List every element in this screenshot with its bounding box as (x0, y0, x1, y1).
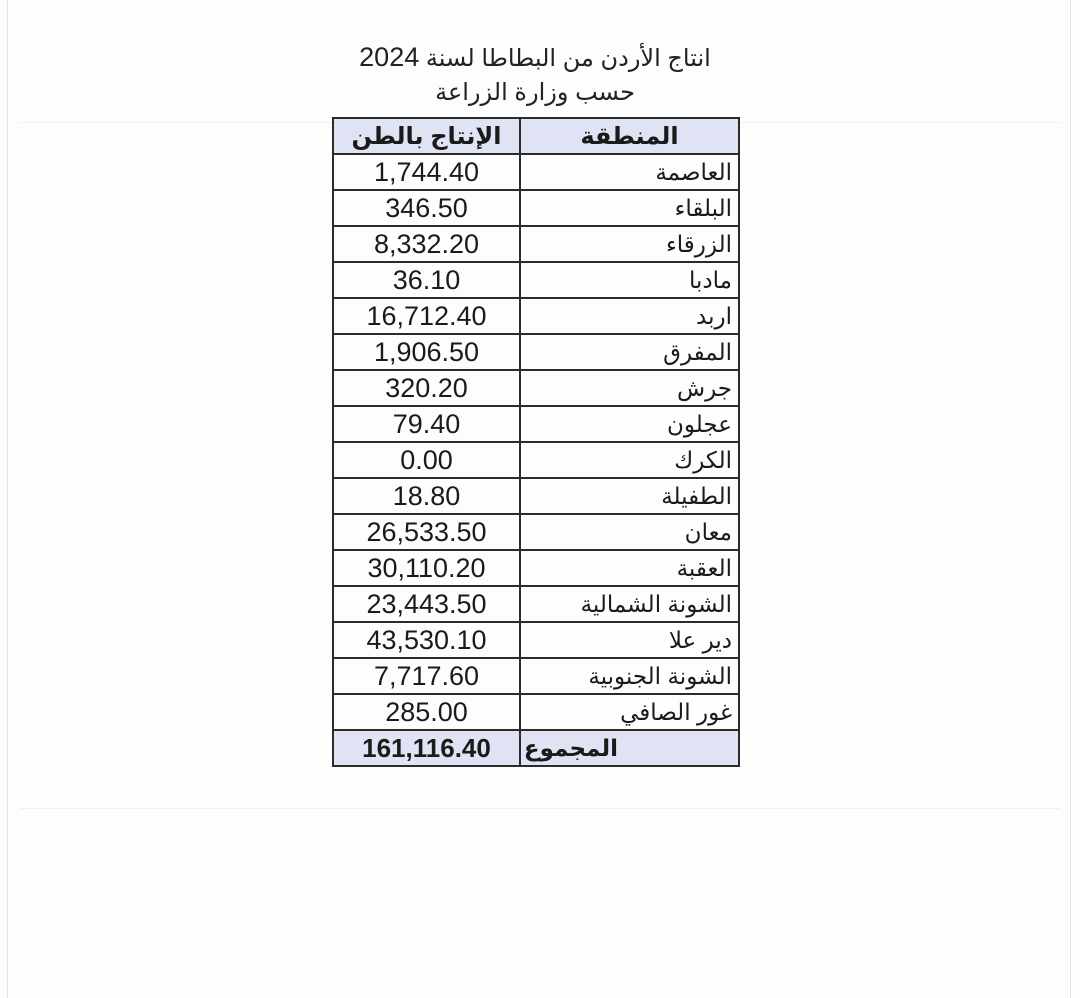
table-row (333, 586, 739, 622)
table-row (333, 262, 739, 298)
production-cell: 346.50 (333, 190, 520, 226)
region-cell: معان (520, 514, 739, 550)
table-row (333, 406, 739, 442)
table-row (333, 622, 739, 658)
region-cell: الشونة الشمالية (520, 586, 739, 622)
production-cell: 43,530.10 (333, 622, 520, 658)
region-cell: الزرقاء (520, 226, 739, 262)
production-cell: 26,533.50 (333, 514, 520, 550)
title-line-2: حسب وزارة الزراعة (435, 79, 635, 106)
region-cell: العاصمة (520, 154, 739, 190)
total-row (333, 730, 739, 766)
production-cell: 8,332.20 (333, 226, 520, 262)
table-row (333, 298, 739, 334)
production-cell: 18.80 (333, 478, 520, 514)
region-cell: جرش (520, 370, 739, 406)
region-cell: دير علا (520, 622, 739, 658)
region-cell: المفرق (520, 334, 739, 370)
region-cell: الطفيلة (520, 478, 739, 514)
production-cell: 36.10 (333, 262, 520, 298)
region-cell: عجلون (520, 406, 739, 442)
production-cell: 0.00 (333, 442, 520, 478)
header-region: المنطقة (520, 118, 739, 154)
production-table (332, 117, 740, 767)
title-line-1 (300, 40, 770, 76)
total-label: المجموع (520, 730, 739, 766)
region-cell: العقبة (520, 550, 739, 586)
production-cell: 7,717.60 (333, 658, 520, 694)
production-cell: 23,443.50 (333, 586, 520, 622)
region-cell: مادبا (520, 262, 739, 298)
production-cell: 79.40 (333, 406, 520, 442)
table-row (333, 442, 739, 478)
page-edge-right (1070, 0, 1071, 998)
table-row (333, 226, 739, 262)
region-cell: اربد (520, 298, 739, 334)
title-prefix: انتاج الأردن من البطاطا لسنة (425, 45, 711, 72)
production-cell: 16,712.40 (333, 298, 520, 334)
table-row (333, 334, 739, 370)
table-row (333, 370, 739, 406)
table-header-row (333, 118, 739, 154)
production-cell: 285.00 (333, 694, 520, 730)
header-production: الإنتاج بالطن (333, 118, 520, 154)
table-row (333, 478, 739, 514)
total-production: 161,116.40 (333, 730, 520, 766)
faint-guide-line (20, 808, 1060, 809)
region-cell: البلقاء (520, 190, 739, 226)
title-year: 2024 (359, 42, 420, 72)
production-cell: 30,110.20 (333, 550, 520, 586)
table-row (333, 190, 739, 226)
document-title (300, 40, 770, 110)
production-cell: 1,744.40 (333, 154, 520, 190)
table-row (333, 514, 739, 550)
region-cell: الكرك (520, 442, 739, 478)
production-cell: 320.20 (333, 370, 520, 406)
table-row (333, 154, 739, 190)
region-cell: الشونة الجنوبية (520, 658, 739, 694)
table-row (333, 658, 739, 694)
table-row (333, 694, 739, 730)
table-row (333, 550, 739, 586)
region-cell: غور الصافي (520, 694, 739, 730)
production-cell: 1,906.50 (333, 334, 520, 370)
page-edge-left (7, 0, 8, 998)
